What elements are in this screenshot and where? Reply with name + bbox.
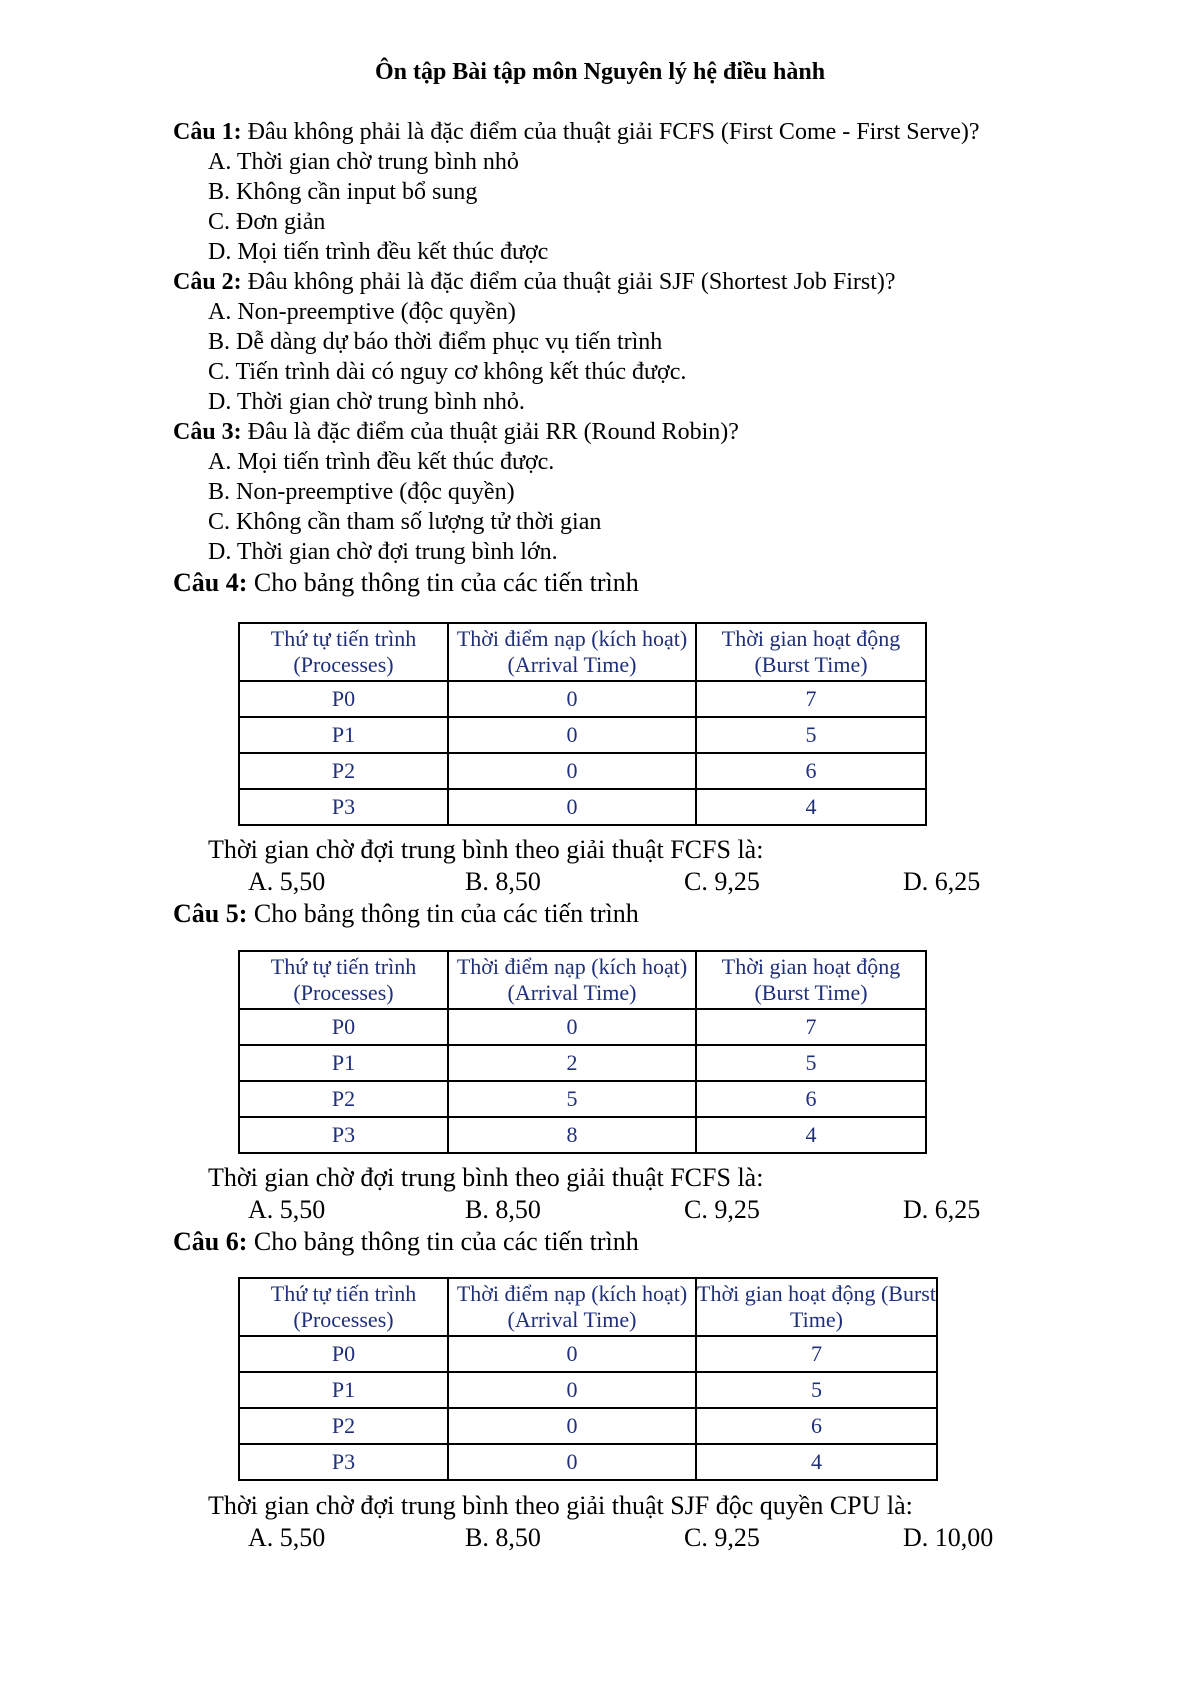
cell-process: P2	[239, 753, 448, 789]
question-1-option-c: C. Đơn giản	[208, 209, 326, 235]
table-row	[239, 717, 926, 753]
cell-process: P1	[239, 1045, 448, 1081]
cell-arrival: 5	[448, 1081, 696, 1117]
question-3-text: Đâu là đặc điểm của thuật giải RR (Round Robin)?	[241, 419, 739, 445]
header-processes: Thứ tự tiến trình (Processes)	[239, 623, 448, 681]
cell-process: P1	[239, 1372, 448, 1408]
question-6-label: Câu 6:	[173, 1227, 248, 1256]
cell-burst: 5	[696, 1372, 937, 1408]
header-burst-time: Thời gian hoạt động (Burst Time)	[696, 1278, 937, 1336]
question-2	[173, 267, 896, 297]
question-2-label: Câu 2:	[173, 269, 242, 295]
question-6-text: Cho bảng thông tin của các tiến trình	[247, 1227, 639, 1256]
cell-process: P0	[239, 681, 448, 717]
cell-process: P0	[239, 1009, 448, 1045]
question-6-answer-c: C. 9,25	[684, 1523, 760, 1552]
question-3-label: Câu 3:	[173, 419, 242, 445]
header-arrival-time: Thời điểm nạp (kích hoạt) (Arrival Time)	[448, 1278, 696, 1336]
table-header-row	[239, 623, 926, 681]
header-processes: Thứ tự tiến trình (Processes)	[239, 951, 448, 1009]
header-arrival-time: Thời điểm nạp (kích hoạt) (Arrival Time)	[448, 623, 696, 681]
question-3-option-d: D. Thời gian chờ đợi trung bình lớn.	[208, 539, 558, 565]
cell-arrival: 0	[448, 753, 696, 789]
question-6-answer-d: D. 10,00	[903, 1523, 994, 1552]
header-processes: Thứ tự tiến trình (Processes)	[239, 1278, 448, 1336]
question-4-text: Cho bảng thông tin của các tiến trình	[247, 568, 639, 597]
table-header-row	[239, 1278, 937, 1336]
cell-arrival: 0	[448, 1336, 696, 1372]
cell-process: P0	[239, 1336, 448, 1372]
cell-burst: 5	[696, 717, 926, 753]
process-table-q6	[238, 1277, 938, 1481]
question-4-label: Câu 4:	[173, 568, 248, 597]
table-row	[239, 789, 926, 825]
question-4-prompt: Thời gian chờ đợi trung bình theo giải thuật FCFS là:	[208, 835, 764, 864]
question-4-answer-c: C. 9,25	[684, 867, 760, 896]
process-table-q5	[238, 950, 927, 1154]
cell-burst: 7	[696, 681, 926, 717]
question-3-option-a: A. Mọi tiến trình đều kết thúc được.	[208, 449, 555, 475]
question-2-option-c: C. Tiến trình dài có nguy cơ không kết thúc được.	[208, 359, 687, 385]
question-1-text: Đâu không phải là đặc điểm của thuật giải FCFS (First Come - First Serve)?	[241, 119, 980, 145]
cell-process: P2	[239, 1081, 448, 1117]
question-6-prompt: Thời gian chờ đợi trung bình theo giải thuật SJF độc quyền CPU là:	[208, 1491, 913, 1520]
question-1	[173, 117, 980, 147]
table-row	[239, 1336, 937, 1372]
table-row	[239, 1444, 937, 1480]
cell-burst: 6	[696, 1408, 937, 1444]
cell-burst: 4	[696, 1117, 926, 1153]
cell-burst: 4	[696, 789, 926, 825]
question-6	[173, 1227, 639, 1257]
cell-process: P3	[239, 1444, 448, 1480]
cell-arrival: 0	[448, 789, 696, 825]
page-title: Ôn tập Bài tập môn Nguyên lý hệ điều hành	[374, 59, 826, 85]
header-burst-time: Thời gian hoạt động (Burst Time)	[696, 623, 926, 681]
question-5-answer-c: C. 9,25	[684, 1195, 760, 1224]
question-2-text: Đâu không phải là đặc điểm của thuật giải SJF (Shortest Job First)?	[241, 269, 896, 295]
question-5-answer-b: B. 8,50	[465, 1195, 541, 1224]
question-1-option-d: D. Mọi tiến trình đều kết thúc được	[208, 239, 549, 265]
question-6-answer-a: A. 5,50	[248, 1523, 326, 1552]
question-1-label: Câu 1:	[173, 119, 242, 145]
cell-burst: 6	[696, 753, 926, 789]
cell-burst: 7	[696, 1009, 926, 1045]
cell-arrival: 2	[448, 1045, 696, 1081]
table-row	[239, 681, 926, 717]
cell-burst: 6	[696, 1081, 926, 1117]
question-5-answer-a: A. 5,50	[248, 1195, 326, 1224]
cell-process: P2	[239, 1408, 448, 1444]
header-burst-time: Thời gian hoạt động (Burst Time)	[696, 951, 926, 1009]
question-1-option-b: B. Không cần input bổ sung	[208, 179, 478, 205]
cell-arrival: 0	[448, 1009, 696, 1045]
question-6-answer-b: B. 8,50	[465, 1523, 541, 1552]
question-2-option-a: A. Non-preemptive (độc quyền)	[208, 299, 516, 325]
question-5-answer-d: D. 6,25	[903, 1195, 981, 1224]
question-3-option-b: B. Non-preemptive (độc quyền)	[208, 479, 515, 505]
header-arrival-time: Thời điểm nạp (kích hoạt) (Arrival Time)	[448, 951, 696, 1009]
cell-arrival: 8	[448, 1117, 696, 1153]
process-table-q4	[238, 622, 927, 826]
question-4-answer-d: D. 6,25	[903, 867, 981, 896]
question-3	[173, 417, 739, 447]
question-4	[173, 568, 639, 598]
cell-arrival: 0	[448, 681, 696, 717]
table-row	[239, 1009, 926, 1045]
question-2-option-b: B. Dễ dàng dự báo thời điểm phục vụ tiến trình	[208, 329, 663, 355]
table-row	[239, 1408, 937, 1444]
question-4-answer-b: B. 8,50	[465, 867, 541, 896]
table-row	[239, 1081, 926, 1117]
table-row	[239, 753, 926, 789]
question-3-option-c: C. Không cần tham số lượng tử thời gian	[208, 509, 602, 535]
cell-arrival: 0	[448, 1372, 696, 1408]
question-5-label: Câu 5:	[173, 899, 248, 928]
cell-burst: 7	[696, 1336, 937, 1372]
table-row	[239, 1117, 926, 1153]
cell-arrival: 0	[448, 1444, 696, 1480]
question-5	[173, 899, 639, 929]
table-row	[239, 1372, 937, 1408]
cell-burst: 4	[696, 1444, 937, 1480]
cell-process: P3	[239, 1117, 448, 1153]
question-2-option-d: D. Thời gian chờ trung bình nhỏ.	[208, 389, 525, 415]
table-header-row	[239, 951, 926, 1009]
cell-arrival: 0	[448, 1408, 696, 1444]
cell-burst: 5	[696, 1045, 926, 1081]
cell-process: P3	[239, 789, 448, 825]
question-5-prompt: Thời gian chờ đợi trung bình theo giải thuật FCFS là:	[208, 1163, 764, 1192]
question-4-answer-a: A. 5,50	[248, 867, 326, 896]
table-row	[239, 1045, 926, 1081]
cell-arrival: 0	[448, 717, 696, 753]
cell-process: P1	[239, 717, 448, 753]
question-5-text: Cho bảng thông tin của các tiến trình	[247, 899, 639, 928]
question-1-option-a: A. Thời gian chờ trung bình nhỏ	[208, 149, 519, 175]
